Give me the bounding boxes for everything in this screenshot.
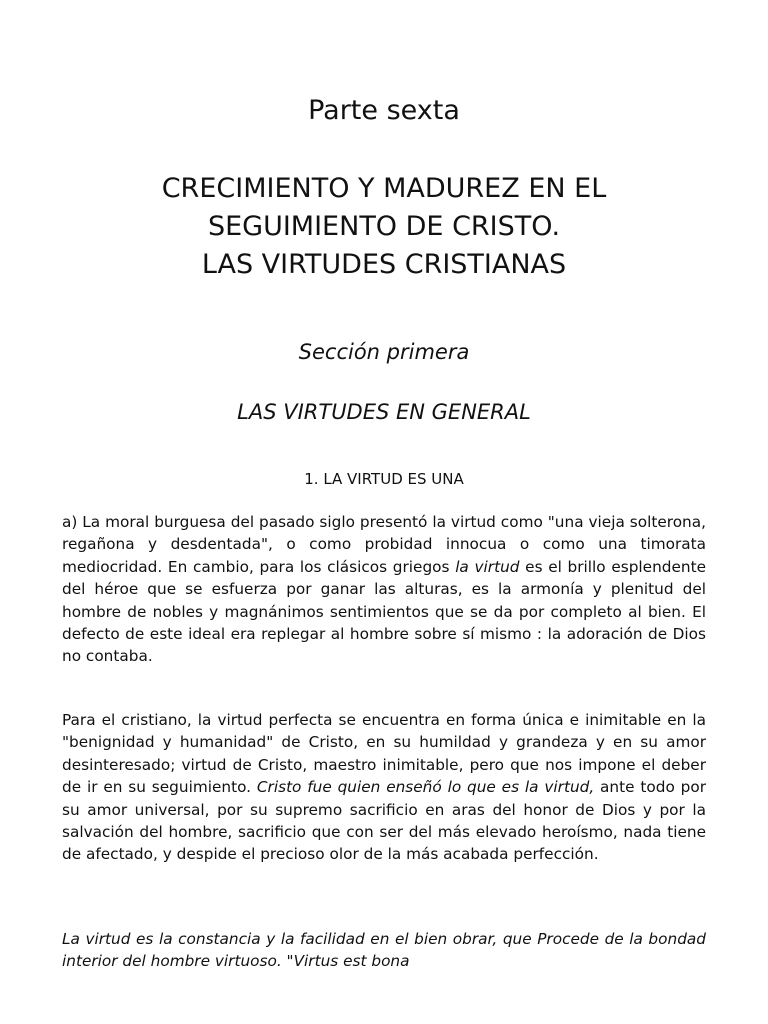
paragraph-2-emphasis: Cristo fue quien enseñó lo que es la virtud, [256, 778, 595, 797]
section-label: Sección primera [298, 340, 470, 364]
paragraph-3: La virtud es la constancia y la facilidad en el bien obrar, que Procede de la bondad interior del hombre virtuoso. "Virtus est bona [62, 930, 706, 971]
main-title-line-1: CRECIMIENTO Y MADUREZ EN EL [161, 173, 607, 204]
main-title-line-2: SEGUIMIENTO DE CRISTO. [207, 211, 561, 242]
paragraph-1-emphasis: la virtud [455, 557, 520, 576]
main-title [62, 170, 706, 284]
paragraph-1-text-b: es el brillo esplendente del héroe que se esfuerza por ganar las alturas, es la armonía y plenitud del hombre de nobles y magnánimos sentimientos que se da por completo al bien. El defecto de este ideal era replegar al hombre sobre sí mismo : la adoración de Dios no contaba. [62, 557, 706, 666]
paragraph-2 [62, 709, 706, 866]
section-title: LAS VIRTUDES EN GENERAL [237, 400, 531, 424]
subheading: 1. LA VIRTUD ES UNA [304, 470, 464, 488]
paragraph-1 [62, 511, 706, 668]
paragraph-2-text-b: ante todo por su amor universal, por su supremo sacrificio en aras del honor de Dios y por la salvación del hombre, sacrificio que con ser del más elevado heroísmo, nada tiene de afectado, y despide el precioso olor de la más acabada perfección. [62, 778, 706, 864]
paragraph-1-text-a: a) La moral burguesa del pasado siglo presentó la virtud como "una vieja solterona, regañona y desdentada", o como probidad innocua o como una timorata mediocridad. En cambio, para los clásicos griegos [62, 513, 706, 576]
paragraph-2-text-a: Para el cristiano, la virtud perfecta se encuentra en forma única e inimitable en la "benignidad y humanidad" de Cristo, en su humildad y grandeza y en su amor desinteresado; virtud de Cristo, maestro inimitable, pero que nos impone el deber de ir en su seguimiento. [62, 711, 706, 797]
part-title: Parte sexta [308, 95, 460, 126]
main-title-line-3: LAS VIRTUDES CRISTIANAS [201, 249, 567, 280]
